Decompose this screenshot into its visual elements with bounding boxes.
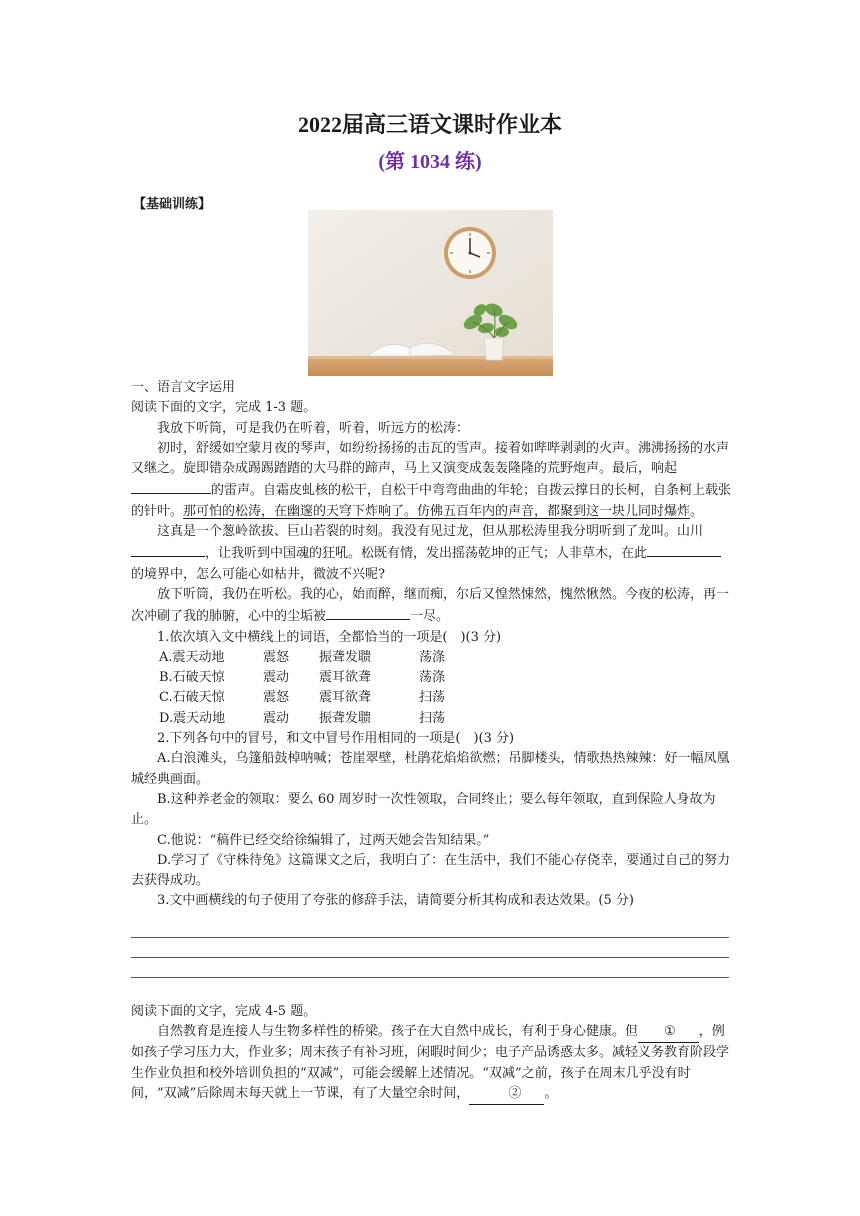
answer-area[interactable] — [131, 920, 731, 978]
q1-option-d[interactable]: D.震天动地 震动 振聋发聩 扫荡 — [159, 710, 446, 726]
section-tag: 【基础训练】 — [133, 197, 212, 212]
question-1: 1.依次填入文中横线上的词语，全都恰当的一项是( )(3 分) — [157, 629, 502, 645]
q1-option-b[interactable]: B.石破天惊 震动 震耳欲聋 荡涤 — [159, 670, 446, 686]
wall-clock-icon — [444, 227, 496, 279]
paragraph: 初时，舒缓如空蒙月夜的琴声，如纷纷扬扬的击瓦的雪声。接着如哔哔剥剥的火声。沸沸扬扬的水声又继之。旋即错杂成踢踢踏踏的大马群的蹄声，马上又演变成轰轰隆隆的荒野炮声。最后，响起的雷声。自霜皮虬核的松干，自松干中弯弯曲曲的年轮；自拨云撑日的长柯，自条柯上载张的针叶。那可怕的松涛，在幽邃的天穹下炸响了。仿佛五百年内的声音，都聚到这一块儿同时爆炸。 — [131, 440, 732, 519]
answer-line[interactable] — [131, 960, 729, 978]
fill-blank[interactable] — [647, 542, 721, 557]
fill-blank[interactable] — [131, 479, 211, 494]
section-heading: 一、语言文字运用 — [131, 380, 236, 395]
question-3: 3.文中画横线的句子使用了夸张的修辞手法，请简要分析其构成和表达效果。(5 分) — [157, 893, 634, 909]
q1-option-c[interactable]: C.石破天惊 震怒 震耳欲聋 扫荡 — [159, 690, 446, 706]
underlined-sentence: 那可怕的松涛，在幽邃的天穹下炸响了。仿佛五百年内的声音，都聚到这一块儿同时爆炸 — [183, 503, 691, 519]
fill-blank[interactable] — [131, 542, 205, 557]
paragraph: 这真是一个葱岭欲拔、巨山若裂的时刻。我没有见过龙，但从那松涛里我分明听到了龙叫。山川，让我听到中国魂的狂吼。松既有情，发出摇荡乾坤的正气；人非草木，在此的境界中，怎么可能心如枯井，微波不兴呢? — [131, 522, 731, 585]
fill-blank-1[interactable]: ① — [638, 1022, 699, 1043]
question-2: 2.下列各句中的冒号，和文中冒号作用相同的一项是( )(3 分) — [157, 731, 515, 747]
reading-instruction-2: 阅读下面的文字，完成 4-5 题。 — [131, 1003, 317, 1019]
reading-instruction: 阅读下面的文字，完成 1-3 题。 — [131, 400, 317, 416]
q2-option-a[interactable]: A.白浪滩头，乌篷船鼓棹呐喊；苍崖翠壁，杜鹃花焰焰欲燃；吊脚楼头，情歌热热辣辣：好一幅凤凰城经典画面。 — [131, 751, 730, 787]
answer-line[interactable] — [131, 940, 729, 958]
q2-option-d[interactable]: D.学习了《守株待兔》这篇课文之后，我明白了：在生活中，我们不能心存侥幸，要通过自己的努力去获得成功。 — [131, 852, 731, 889]
fill-blank[interactable] — [326, 605, 410, 620]
q2-option-c[interactable]: C.他说：“稿件已经交给徐编辑了，过两天她会告知结果。” — [157, 832, 490, 848]
q1-option-a[interactable]: A.震天动地 震怒 振聋发聩 荡涤 — [159, 649, 446, 665]
paragraph: 自然教育是连接人与生物多样性的桥梁。孩子在大自然中成长，有利于身心健康。但 ① ，例如孩子学习压力大，作业多；周末孩子有补习班，闲暇时间少；电子产品诱惑太多。减轻义务教育阶段学生作业负担和校外培训负担的“双减”，可能会缓解上述情况。“双减”之前，孩子在周末几乎没有时间，“双减”后除周末每天就上一节课，有了大量空余时间， ② 。 — [131, 1022, 731, 1105]
fill-blank-2[interactable]: ② — [469, 1084, 544, 1105]
q2-option-b[interactable]: B.这种养老金的领取：要么 60 周岁时一次性领取，合同终止；要么每年领取，直到保险人身故为止。 — [131, 791, 716, 828]
clock-plant-book-photo — [308, 210, 553, 376]
paragraph: 放下听筒，我仍在听松。我的心，始而醉，继而痴，尔后又惶然悚然，愧然愀然。今夜的松涛，再一次冲刷了我的肺腑，心中的尘垢被 一尽。 — [131, 586, 730, 625]
paragraph: 我放下听筒，可是我仍在听着，听着，听远方的松涛： — [157, 420, 470, 436]
page-title: 2022届高三语文课时作业本 — [297, 112, 562, 137]
article-body — [131, 378, 731, 1105]
page-subtitle: (第 1034 练) — [378, 151, 482, 173]
answer-line[interactable] — [131, 920, 729, 938]
